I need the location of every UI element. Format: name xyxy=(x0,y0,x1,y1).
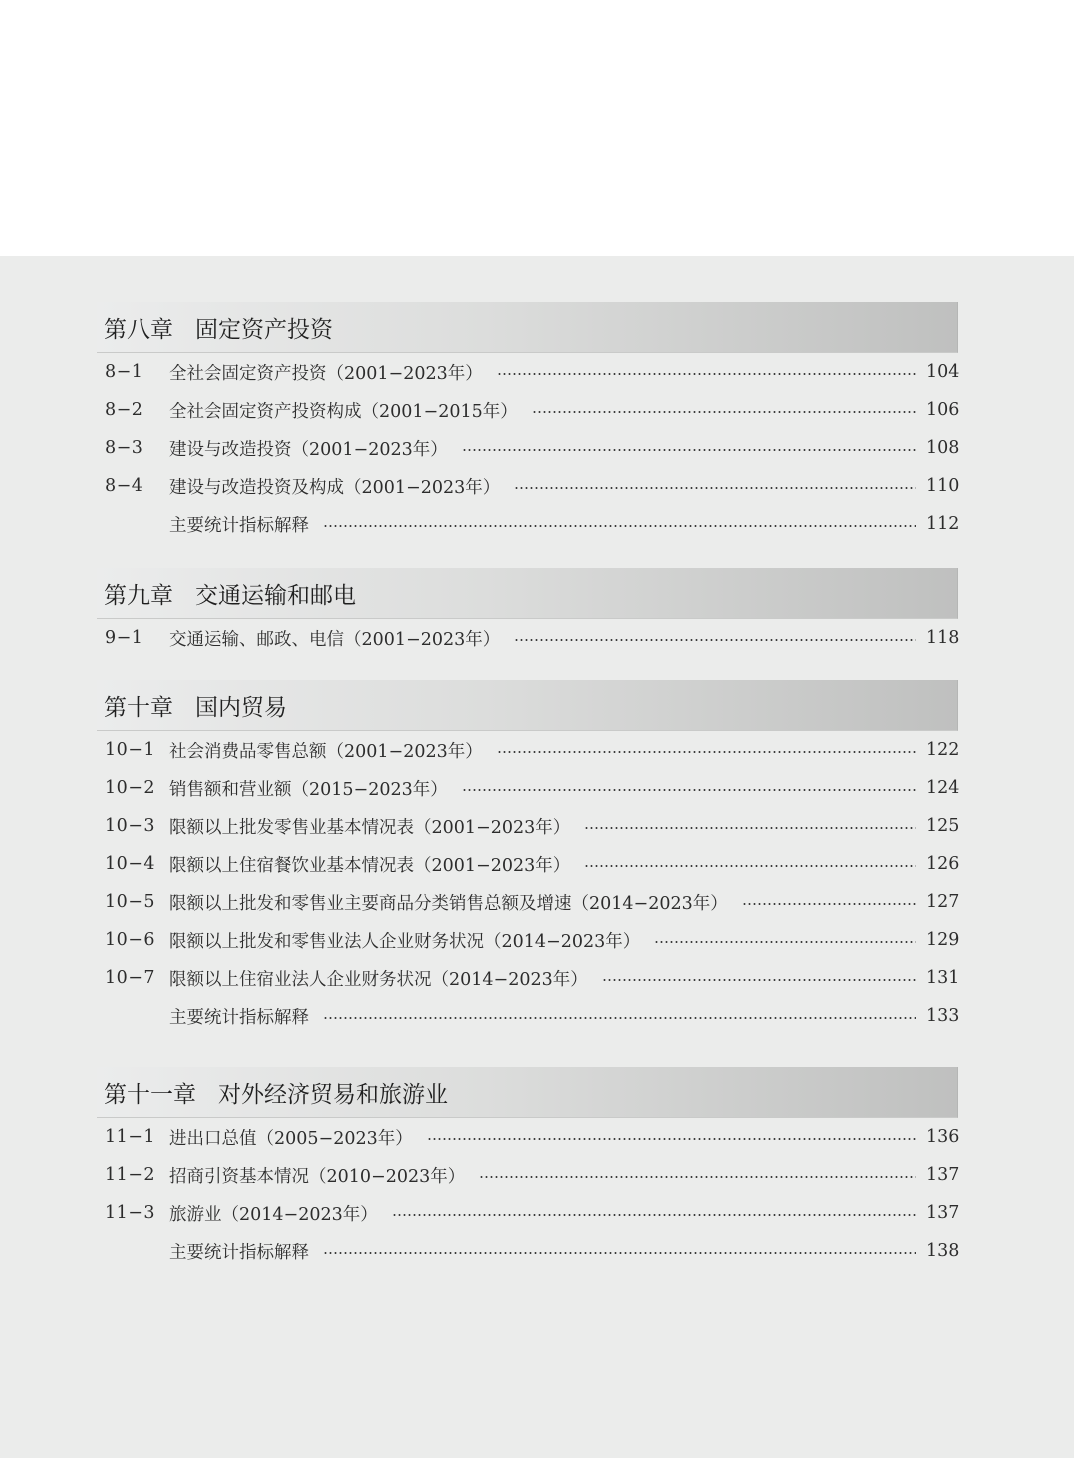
toc-entry[interactable] xyxy=(97,997,958,1035)
dot-leader xyxy=(462,449,916,451)
dot-leader xyxy=(323,1017,916,1019)
entry-page: 138 xyxy=(926,1241,960,1261)
entry-code: 9−1 xyxy=(105,628,144,648)
entry-title: 限额以上住宿餐饮业基本情况表（2001−2023年） xyxy=(169,855,571,876)
toc-entry[interactable] xyxy=(97,429,958,467)
toc-entry[interactable] xyxy=(97,921,958,959)
entry-code: 10−3 xyxy=(105,816,156,836)
entry-title: 交通运输、邮政、电信（2001−2023年） xyxy=(169,629,501,650)
toc-entry[interactable] xyxy=(97,619,958,657)
entry-code: 8−4 xyxy=(105,476,144,496)
chapter-number: 第十章 xyxy=(104,694,173,721)
toc-entry[interactable] xyxy=(97,959,958,997)
dot-leader xyxy=(427,1138,916,1140)
entry-page: 127 xyxy=(926,892,960,912)
entry-title: 主要统计指标解释 xyxy=(169,515,309,536)
entry-title: 建设与改造投资（2001−2023年） xyxy=(169,439,448,460)
dot-leader xyxy=(392,1214,916,1216)
dot-leader xyxy=(602,979,916,981)
chapter-10 xyxy=(97,680,958,1035)
top-blank-area xyxy=(0,0,1074,256)
entry-code: 11−1 xyxy=(105,1127,156,1147)
dot-leader xyxy=(497,373,916,375)
dot-leader xyxy=(323,525,916,527)
entry-title: 限额以上批发和零售业主要商品分类销售总额及增速（2014−2023年） xyxy=(169,893,728,914)
entry-title: 进出口总值（2005−2023年） xyxy=(169,1128,413,1149)
toc-entry[interactable] xyxy=(97,467,958,505)
entry-title: 全社会固定资产投资（2001−2023年） xyxy=(169,363,483,384)
chapter-header xyxy=(97,302,958,353)
dot-leader xyxy=(497,751,916,753)
toc-entry[interactable] xyxy=(97,845,958,883)
chapter-number: 第八章 xyxy=(104,316,173,343)
entry-page: 136 xyxy=(926,1127,960,1147)
entry-page: 124 xyxy=(926,778,960,798)
entry-title: 销售额和营业额（2015−2023年） xyxy=(169,779,448,800)
chapter-8 xyxy=(97,302,958,543)
entry-code: 8−1 xyxy=(105,362,144,382)
dot-leader xyxy=(532,411,916,413)
entry-page: 133 xyxy=(926,1006,960,1026)
entry-code: 10−4 xyxy=(105,854,156,874)
entry-page: 104 xyxy=(926,362,960,382)
entry-page: 106 xyxy=(926,400,960,420)
entry-page: 137 xyxy=(926,1203,960,1223)
toc-entry[interactable] xyxy=(97,1156,958,1194)
chapter-header xyxy=(97,1067,958,1118)
entry-page: 110 xyxy=(926,476,960,496)
chapter-number: 第九章 xyxy=(104,582,173,609)
toc-entry[interactable] xyxy=(97,505,958,543)
chapter-title: 固定资产投资 xyxy=(195,316,333,343)
toc-entry[interactable] xyxy=(97,1232,958,1270)
chapter-11 xyxy=(97,1067,958,1270)
dot-leader xyxy=(514,639,916,641)
entry-code: 11−3 xyxy=(105,1203,156,1223)
entry-page: 129 xyxy=(926,930,960,950)
toc-entry[interactable] xyxy=(97,353,958,391)
entry-title: 旅游业（2014−2023年） xyxy=(169,1204,378,1225)
entry-page: 125 xyxy=(926,816,960,836)
entry-title: 限额以上批发和零售业法人企业财务状况（2014−2023年） xyxy=(169,931,641,952)
entry-page: 122 xyxy=(926,740,960,760)
chapter-title: 交通运输和邮电 xyxy=(195,582,356,609)
chapter-9 xyxy=(97,568,958,657)
dot-leader xyxy=(323,1252,916,1254)
entry-code: 8−2 xyxy=(105,400,144,420)
entry-page: 108 xyxy=(926,438,960,458)
chapter-header xyxy=(97,680,958,731)
dot-leader xyxy=(514,487,916,489)
entry-title: 建设与改造投资及构成（2001−2023年） xyxy=(169,477,501,498)
entry-title: 主要统计指标解释 xyxy=(169,1007,309,1028)
entry-page: 118 xyxy=(926,628,960,648)
entry-title: 社会消费品零售总额（2001−2023年） xyxy=(169,741,483,762)
entry-code: 10−5 xyxy=(105,892,156,912)
chapter-title: 国内贸易 xyxy=(195,694,287,721)
toc-entry[interactable] xyxy=(97,391,958,429)
toc-entry[interactable] xyxy=(97,1194,958,1232)
entry-title: 全社会固定资产投资构成（2001−2015年） xyxy=(169,401,518,422)
entry-title: 限额以上住宿业法人企业财务状况（2014−2023年） xyxy=(169,969,588,990)
entry-page: 137 xyxy=(926,1165,960,1185)
chapter-number: 第十一章 xyxy=(104,1081,196,1108)
dot-leader xyxy=(742,903,916,905)
entry-page: 131 xyxy=(926,968,960,988)
dot-leader xyxy=(584,827,916,829)
dot-leader xyxy=(479,1176,916,1178)
toc-entry[interactable] xyxy=(97,731,958,769)
entry-code: 10−1 xyxy=(105,740,156,760)
entry-code: 10−6 xyxy=(105,930,156,950)
toc-entry[interactable] xyxy=(97,769,958,807)
entry-title: 主要统计指标解释 xyxy=(169,1242,309,1263)
dot-leader xyxy=(462,789,916,791)
entry-code: 11−2 xyxy=(105,1165,156,1185)
entry-code: 8−3 xyxy=(105,438,144,458)
chapter-title: 对外经济贸易和旅游业 xyxy=(218,1081,448,1108)
entry-title: 限额以上批发零售业基本情况表（2001−2023年） xyxy=(169,817,571,838)
chapter-header xyxy=(97,568,958,619)
entry-code: 10−7 xyxy=(105,968,156,988)
toc-entry[interactable] xyxy=(97,883,958,921)
toc-entry[interactable] xyxy=(97,807,958,845)
entry-title: 招商引资基本情况（2010−2023年） xyxy=(169,1166,466,1187)
dot-leader xyxy=(584,865,916,867)
entry-page: 112 xyxy=(926,514,960,534)
dot-leader xyxy=(654,941,916,943)
entry-page: 126 xyxy=(926,854,960,874)
entry-code: 10−2 xyxy=(105,778,156,798)
toc-entry[interactable] xyxy=(97,1118,958,1156)
